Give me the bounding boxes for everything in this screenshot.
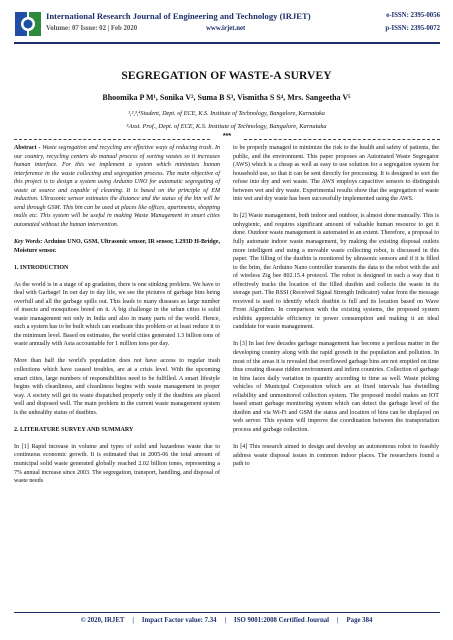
separator-stars: ***: [222, 133, 232, 140]
affiliation-students: ¹,²,³,⁴Student, Dept. of ECE, K.S. Institute of Technology, Bangalore, Karnataka: [128, 110, 325, 117]
affiliation-professor: ⁵Asst. Prof., Dept. of ECE, K.S. Institute of Technology, Bangalore, Karnataka: [126, 123, 327, 130]
literature-paragraph-1: In [1] Rapid increase in volume and types of solid and hazardous waste due to continuous economic growth. It is estimated that in 2005-06 the total amount of municipal solid waste generated globally reached 2.02 billion tones, representing a 7% annual increase since 2003. The segregation, transport, handling, and disposal of waste needs: [14, 443, 220, 485]
section-heading-introduction: 1. INTRODUCTION: [14, 264, 69, 271]
footer-page-number: Page 384: [346, 617, 373, 624]
literature-paragraph-1-cont: to be properly managed to minimize the risk to the health and safety of patients, the public, and the environment. This paper proposes an Automated Waste Segregator (AWS) which is a cheap as well as easy to use solution for a segregation system for household use, so that it can be sent directly for processing. It is designed to sort the refuse into dry and wet waste. The AWS employs capacitive sensors to distinguish between wet and dry waste. Experimental results show that the segregation of waste into wet and dry waste has been successfully implemented using the AWS.: [233, 145, 439, 203]
keywords-text: Arduino UNO, GSM, Ultrasonic sensor, IR sensor, L293D H-Bridge, Moisture sensor.: [14, 238, 220, 254]
abstract: [14, 144, 220, 229]
keywords: [14, 238, 220, 255]
footer-impact-factor: Impact Factor value: 7.34: [141, 617, 217, 624]
literature-paragraph-4: In [4] This research aimed to design and develop an autonomous robot to feasibly address waste disposal issues in common indoor places. The researchers found a path to: [233, 444, 439, 468]
footer-rule: [14, 612, 440, 613]
literature-paragraph-2: In [2] Waste management, both indoor and outdoor, is almost done manually. This is unhygienic, and requires significant amount of valuable human resource to get it done. Outdoor waste management is automated to an extent. Therefore, a proposal to fully automate indoor waste management, by making the existing disposal outlets more intelligent and using a movable waste collecting robot, is discussed in this paper. The filling of the dustbin is monitored by ultrasonic sensors and if it is filled to the brim, the Arduino Nano controller transmits the data to the robot with the aid of wireless Zig bee 802.15.4 protocol. The robot is designed in such a way that it effectively tracks the location of the filled dustbin and collects the waste in its storage part. The RSSI (Received Signal Strength Indicator) value from the message received is used to identify which dustbin is full and its location based on Wave Front Algorithm. In comparison with the existing systems, the proposed system exhibits appreciable efficiency in power consumption and making it an ideal candidate for waste management.: [233, 213, 439, 331]
p-issn: p-ISSN: 2395-0072: [385, 25, 440, 32]
volume-issue: Volume: 07 Issue: 02 | Feb 2020: [46, 25, 138, 32]
journal-title: International Research Journal of Engineering and Technology (IRJET): [46, 11, 311, 21]
section-separator: [14, 135, 440, 143]
footer-copyright: © 2020, IRJET: [80, 617, 125, 624]
abstract-text: Waste segregation and recycling are effective ways of reducing trash. In our country, recycling centers do manual process of sorting wastes so it increases human interface. For this we implement a system which minimizes human interference in the waste collecting and segregation process. The main objective of this project is to design a system using Arduino UNO for automatic segregating of waste at source and capable of cleaning. It is based on the principle of EM induction. Ultrasonic sensor estimates the distance and the status of the bin will be send through GSM. This bin can be used at places like offices, apartments, shopping malls etc. This system will be useful in making Waste Management in smart cities automated without the human intervention.: [14, 145, 221, 228]
abstract-label: Abstract -: [14, 145, 41, 151]
literature-paragraph-3: In [3] In last few decades garbage management has become a perilous matter in the developing country along with the rapid growth in the population and pollution. In most of the areas it is revealed that overflowed garbage bins are not emptied on time thus creating disease ridden environment and infirm countries. Collection of garbage in bins faces daily variation in quantity according to time as well. Waste picking vehicles of Municipal Corporation which are at fixed intervals has dwindling reliability and unmonitored collection system. The proposed model makes an IOT based smart garbage monitoring system which can detect the garbage level of the dustbin and via Wi-Fi and GSM the status and location of bins can be displayed on web server. This system will improve the coordination between the transportation process and garbage collection.: [233, 341, 439, 433]
right-column: [233, 144, 439, 477]
journal-header: [14, 10, 440, 38]
page-footer: © 2020, IRJET | Impact Factor value: 7.34 | ISO 9001:2008 Certified Journal | Page 384: [80, 617, 373, 624]
header-rule: [14, 42, 440, 44]
paper-title: SEGREGATION OF WASTE-A SURVEY: [121, 70, 332, 82]
intro-paragraph-1: As the world is in a stage of up gradation, there is one stinking problem. We have to deal with Garbage! In our day to day life, we see the pictures of garbage bins being overfull and all the garbage spills out. This leads to many diseases as large number of insects and mosquitoes breed on it. A big challenge in the urban cities is solid waste management not only in India and also in many parts of the world. Hence, such a system has to be built which can eradicate this problem or at least reduce it to the minimum level. Based on estimates, the world cities generated 1.3 billion tons of waste annually with Asia accountable for 1 million tons per day.: [14, 281, 220, 348]
keywords-label: Key Words:: [14, 238, 43, 245]
irjet-logo: [14, 10, 42, 38]
section-heading-literature: 2. LITERATURE SURVEY AND SUMMARY: [14, 426, 134, 433]
author-list: Bhoomika P M¹, Sonika V², Suma B S³, Vismitha S S⁴, Mrs. Sangeetha V⁵: [102, 93, 351, 102]
left-column: [14, 144, 220, 494]
journal-url[interactable]: www.irjet.net: [206, 25, 246, 32]
e-issn: e-ISSN: 2395-0056: [386, 12, 440, 19]
intro-paragraph-2: More than half the world's population does not have access to regular trash collections which have caused troubles, are at a crisis level. With the upcoming smart cities, large numbers of responsibilities need to be fulfilled. A smart lifestyle begins with cleanliness, and cleanliness begins with waste management in proper way. A society will get its waste dispatched properly only if the dustbins are placed well and disposed well. The main problem in the current waste management system is the unhealthy status of dustbins.: [14, 358, 220, 416]
footer-iso: ISO 9001:2008 Certified Journal: [234, 617, 330, 624]
